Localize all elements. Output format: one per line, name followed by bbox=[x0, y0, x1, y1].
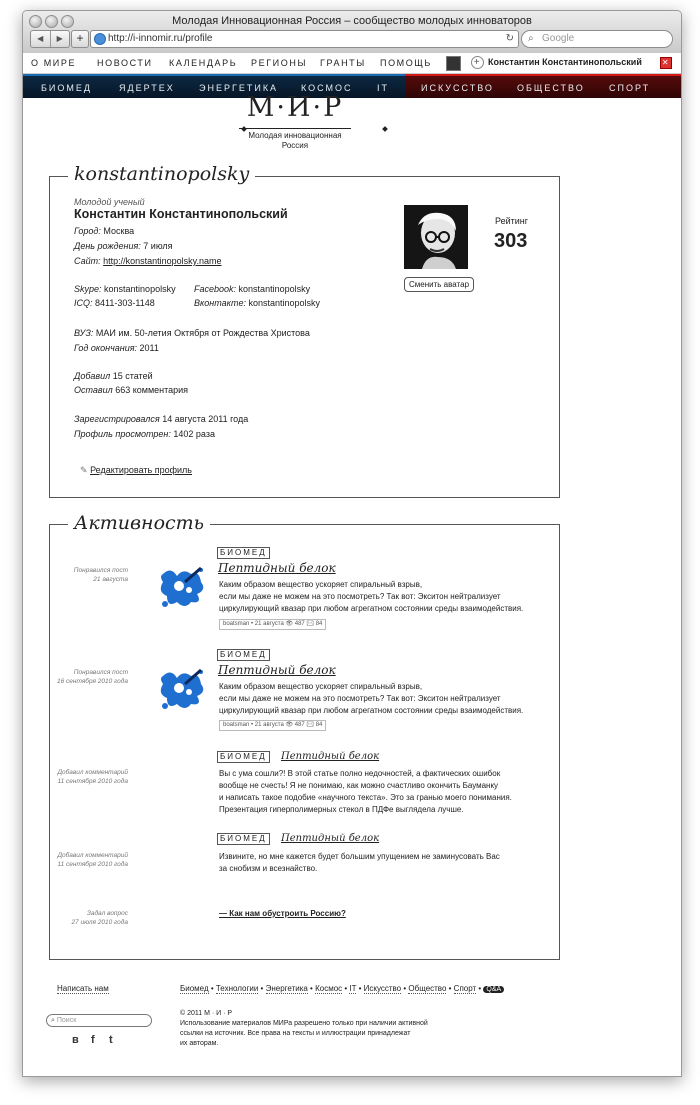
question-link[interactable]: — Как нам обустроить Россию? bbox=[219, 909, 346, 918]
post-1-excerpt-line-1: Каким образом вещество ускоряет спиральный взрыв, bbox=[219, 580, 423, 589]
post-2-title-link[interactable]: Пептидный белок bbox=[218, 663, 336, 677]
post-1-title-link[interactable]: Пептидный белок bbox=[218, 561, 336, 575]
skype-value: konstantinopolsky bbox=[104, 284, 176, 294]
activity-item-3-type: Добавил комментарий bbox=[57, 769, 128, 776]
splash-image-1 bbox=[157, 564, 207, 612]
footer-notice-line-2: ссылки на источник. Все права на тексты и иллюстрации принадлежат bbox=[180, 1030, 411, 1037]
facebook-label: Facebook: bbox=[194, 284, 237, 294]
profile-birthday-row bbox=[74, 240, 173, 253]
post-1-excerpt-line-3: циркулирующий квазар при любом агрегатном состоянии среды взаимодействия. bbox=[219, 604, 524, 613]
footer-link-society[interactable]: Общество bbox=[408, 984, 447, 993]
comment-1-text bbox=[219, 768, 512, 816]
activity-item-3-label bbox=[38, 768, 128, 786]
footer-link-biomed[interactable]: Биомед bbox=[180, 984, 209, 993]
splash-image-2 bbox=[157, 666, 207, 714]
plus-icon[interactable]: + bbox=[471, 56, 484, 69]
post-2-meta: boatsman • 21 августа 👁 487 ✉ 84 bbox=[219, 720, 326, 731]
profile-graduation-row bbox=[74, 342, 159, 355]
post-1-excerpt bbox=[219, 579, 523, 615]
comments-value: 663 комментария bbox=[115, 385, 189, 395]
comment-1-tag[interactable]: БИОМЕД bbox=[217, 751, 270, 763]
browser-search-field[interactable] bbox=[521, 30, 673, 48]
site-top-nav bbox=[23, 53, 681, 74]
comment-1-line-4: Презентация гиперполимерных стекол в ПДФе выглядела лучше. bbox=[219, 805, 464, 814]
footer-link-it[interactable]: IT bbox=[349, 984, 357, 993]
topnav-item-about[interactable]: О МИРЕ bbox=[31, 58, 77, 68]
post-thumbnail-2[interactable] bbox=[157, 666, 207, 714]
comment-2-tag[interactable]: БИОМЕД bbox=[217, 833, 270, 845]
profile-skype-row bbox=[74, 283, 176, 296]
activity-item-1-type: Понравился пост bbox=[73, 567, 128, 574]
change-avatar-button[interactable]: Сменить аватар bbox=[404, 277, 474, 292]
city-label: Город: bbox=[74, 226, 101, 236]
icq-value: 8411-303-1148 bbox=[95, 298, 155, 308]
icq-label: ICQ: bbox=[74, 298, 93, 308]
logo-subtitle-line-1: Молодая инновационная bbox=[248, 131, 342, 140]
site-logo[interactable] bbox=[225, 92, 365, 152]
user-avatar-small[interactable] bbox=[446, 56, 461, 71]
university-value: МАИ им. 50-летия Октября от Рождества Христова bbox=[95, 328, 310, 338]
forward-arrow-icon[interactable]: ▶ bbox=[56, 34, 63, 43]
activity-item-2-date: 16 сентября 2010 года bbox=[57, 678, 128, 685]
registered-value: 14 августа 2011 года bbox=[162, 414, 249, 424]
add-bookmark-button[interactable]: + bbox=[71, 30, 89, 48]
profile-city-row bbox=[74, 225, 134, 238]
vk-value: konstantinopolsky bbox=[248, 298, 321, 308]
footer-link-sport[interactable]: Спорт bbox=[453, 984, 477, 993]
graduation-value: 2011 bbox=[139, 343, 159, 353]
profile-articles-row bbox=[74, 370, 153, 383]
url-text: http://i-innomir.ru/profile bbox=[108, 33, 213, 44]
articles-value: 15 статей bbox=[112, 371, 153, 381]
comment-1-line-1: Вы с ума сошли?! В этой статье полно недочностей, а фактических ошибок bbox=[219, 769, 501, 778]
rating-label: Рейтинг bbox=[495, 216, 529, 226]
vk-icon[interactable]: в bbox=[72, 1034, 79, 1046]
profile-comments-row bbox=[74, 384, 188, 397]
footer-link-space[interactable]: Космос bbox=[315, 984, 343, 993]
comment-1-line-2: вообще не счесть! Я не понимаю, как можно счастливо окончить Бауманку bbox=[219, 781, 499, 790]
footer-link-technologies[interactable]: Технологии bbox=[215, 984, 259, 993]
close-icon[interactable]: ✕ bbox=[661, 58, 671, 67]
logo-divider bbox=[239, 128, 351, 129]
profile-facebook-row bbox=[194, 283, 310, 296]
topnav-item-regions[interactable]: РЕГИОНЫ bbox=[251, 58, 308, 68]
topnav-item-news[interactable]: НОВОСТИ bbox=[97, 58, 153, 68]
logo-subtitle bbox=[225, 131, 365, 151]
pencil-icon: ✎ bbox=[80, 465, 88, 475]
activity-item-5-date: 27 июля 2010 года bbox=[71, 919, 128, 926]
twitter-icon[interactable]: t bbox=[109, 1034, 113, 1046]
avatar-portrait-image bbox=[404, 205, 468, 269]
current-user-name[interactable]: Константин Константинопольский bbox=[488, 57, 642, 67]
history-buttons bbox=[30, 30, 70, 48]
category-it[interactable]: IT bbox=[377, 83, 389, 93]
articles-label: Добавил bbox=[74, 371, 111, 381]
post-thumbnail-1[interactable] bbox=[157, 564, 207, 612]
facebook-value: konstantinopolsky bbox=[238, 284, 311, 294]
topnav-item-grants[interactable]: ГРАНТЫ bbox=[320, 58, 366, 68]
category-sport[interactable]: СПОРТ bbox=[609, 83, 651, 93]
profile-role: Молодой ученый bbox=[74, 197, 145, 207]
facebook-icon[interactable]: f bbox=[91, 1034, 95, 1046]
activity-item-4-type: Добавил комментарий bbox=[57, 852, 128, 859]
activity-item-5-type: Задал вопрос bbox=[86, 910, 128, 917]
footer-notice-line-3: их авторам. bbox=[180, 1040, 219, 1047]
logo-subtitle-line-2: Россия bbox=[281, 141, 309, 150]
activity-item-2-type: Понравился пост bbox=[73, 669, 128, 676]
category-energy[interactable]: ЭНЕРГЕТИКА bbox=[199, 83, 279, 93]
birthday-label: День рождения: bbox=[74, 241, 141, 251]
post-1-meta: boatsman • 21 августа 👁 487 ✉ 84 bbox=[219, 619, 326, 630]
search-icon: ⌕ bbox=[51, 1017, 55, 1024]
profile-avatar bbox=[404, 205, 468, 269]
post-2-tag[interactable]: БИОМЕД bbox=[217, 649, 270, 661]
address-bar[interactable] bbox=[90, 30, 519, 48]
footer-search-input[interactable] bbox=[46, 1014, 152, 1027]
vk-label: Вконтакте: bbox=[194, 298, 246, 308]
activity-item-5-label bbox=[38, 909, 128, 927]
comments-label: Оставил bbox=[74, 385, 113, 395]
comment-2-line-2: за снобизм и всезнайство. bbox=[219, 864, 318, 873]
activity-item-1-label bbox=[38, 566, 128, 584]
comment-1-post-link[interactable]: Пептидный белок bbox=[281, 751, 380, 762]
write-us-link[interactable]: Написать нам bbox=[57, 984, 109, 993]
footer-link-energy[interactable]: Энергетика bbox=[265, 984, 308, 993]
logo-text: М·И·Р bbox=[246, 92, 344, 123]
university-label: ВУЗ: bbox=[74, 328, 94, 338]
edit-profile-row[interactable] bbox=[80, 464, 192, 477]
activity-item-4-label bbox=[38, 851, 128, 869]
activity-item-3-date: 11 сентября 2010 года bbox=[57, 778, 128, 785]
profile-vk-row bbox=[194, 297, 320, 310]
copyright: © 2011 М · И · Р bbox=[180, 1010, 233, 1017]
profile-registered-row bbox=[74, 413, 248, 426]
profile-full-name: Константин Константинопольский bbox=[74, 207, 288, 221]
activity-heading: Активность bbox=[68, 512, 210, 534]
category-nucleartech[interactable]: ЯДЕРТЕХ bbox=[119, 83, 175, 93]
category-bar-blue-stripe bbox=[23, 74, 405, 76]
post-2-excerpt-line-2: если мы даже не можем на это посмотреть? Так вот: Экситон нейтрализует bbox=[219, 694, 501, 703]
footer-search-placeholder: Поиск bbox=[56, 1017, 77, 1024]
activity-item-1-date: 21 августа bbox=[93, 576, 128, 583]
site-label: Сайт: bbox=[74, 256, 101, 266]
profile-icq-row bbox=[74, 297, 155, 310]
post-2-excerpt-line-3: циркулирующий квазар при любом агрегатном состоянии среды взаимодействия. bbox=[219, 706, 524, 715]
profile-username-heading: konstantinopolsky bbox=[68, 163, 255, 185]
skype-label: Skype: bbox=[74, 284, 102, 294]
topnav-item-help[interactable]: ПОМОЩЬ bbox=[380, 58, 432, 68]
activity-item-4-date: 11 сентября 2010 года bbox=[57, 861, 128, 868]
footer-link-art[interactable]: Искусство bbox=[363, 984, 402, 993]
site-link[interactable]: http://konstantinopolsky.name bbox=[103, 256, 222, 266]
search-icon: ⌕ bbox=[528, 33, 534, 44]
post-2-excerpt-line-1: Каким образом вещество ускоряет спиральный взрыв, bbox=[219, 682, 423, 691]
post-1-tag[interactable]: БИОМЕД bbox=[217, 547, 270, 559]
comment-2-text bbox=[219, 851, 500, 875]
footer-category-links: Биомед • Технологии • Энергетика • Космос • IT • Искусство • Общество • Спорт • Q&A bbox=[180, 984, 504, 993]
profile-views-row bbox=[74, 428, 215, 441]
activity-item-2-label bbox=[38, 668, 128, 686]
footer-qa-badge[interactable]: Q&A bbox=[483, 986, 504, 993]
topnav-item-calendar[interactable]: КАЛЕНДАРЬ bbox=[169, 58, 238, 68]
comment-2-line-1: Извините, но мне кажется будет большим упущением не заминусовать Вас bbox=[219, 852, 500, 861]
globe-icon bbox=[94, 33, 106, 45]
birthday-value: 7 июля bbox=[143, 241, 173, 251]
post-2-excerpt bbox=[219, 681, 523, 717]
registered-label: Зарегистрировался bbox=[74, 414, 160, 424]
graduation-label: Год окончания: bbox=[74, 343, 138, 353]
post-1-excerpt-line-2: если мы даже не можем на это посмотреть? Так вот: Экситон нейтрализует bbox=[219, 592, 501, 601]
title-bar bbox=[23, 11, 681, 54]
category-art[interactable]: ИСКУССТВО bbox=[421, 83, 494, 93]
city-value: Москва bbox=[103, 226, 135, 236]
comment-1-line-3: и написать такое подобие «научного текста». Это за гранью моего понимания. bbox=[219, 793, 512, 802]
category-society[interactable]: ОБЩЕСТВО bbox=[517, 83, 585, 93]
profile-site-row bbox=[74, 255, 222, 268]
views-label: Профиль просмотрен: bbox=[74, 429, 171, 439]
category-bar-red-stripe bbox=[405, 74, 681, 76]
rating-value: 303 bbox=[494, 230, 528, 252]
edit-profile-link[interactable]: Редактировать профиль bbox=[90, 465, 192, 475]
reload-icon[interactable]: ↻ bbox=[505, 33, 514, 44]
category-space[interactable]: КОСМОС bbox=[301, 83, 353, 93]
back-arrow-icon[interactable]: ◀ bbox=[31, 31, 51, 47]
footer-legal bbox=[180, 1009, 428, 1049]
window-title: Молодая Инновационная Россия – сообщество молодых инноваторов bbox=[172, 15, 532, 27]
category-biomed[interactable]: БИОМЕД bbox=[41, 83, 92, 93]
profile-university-row bbox=[74, 327, 310, 340]
footer-notice-line-1: Использование материалов МИРа разрешено только при наличии активной bbox=[180, 1020, 428, 1027]
comment-2-post-link[interactable]: Пептидный белок bbox=[281, 833, 380, 844]
views-value: 1402 раза bbox=[173, 429, 215, 439]
browser-search-placeholder: Google bbox=[542, 33, 575, 44]
